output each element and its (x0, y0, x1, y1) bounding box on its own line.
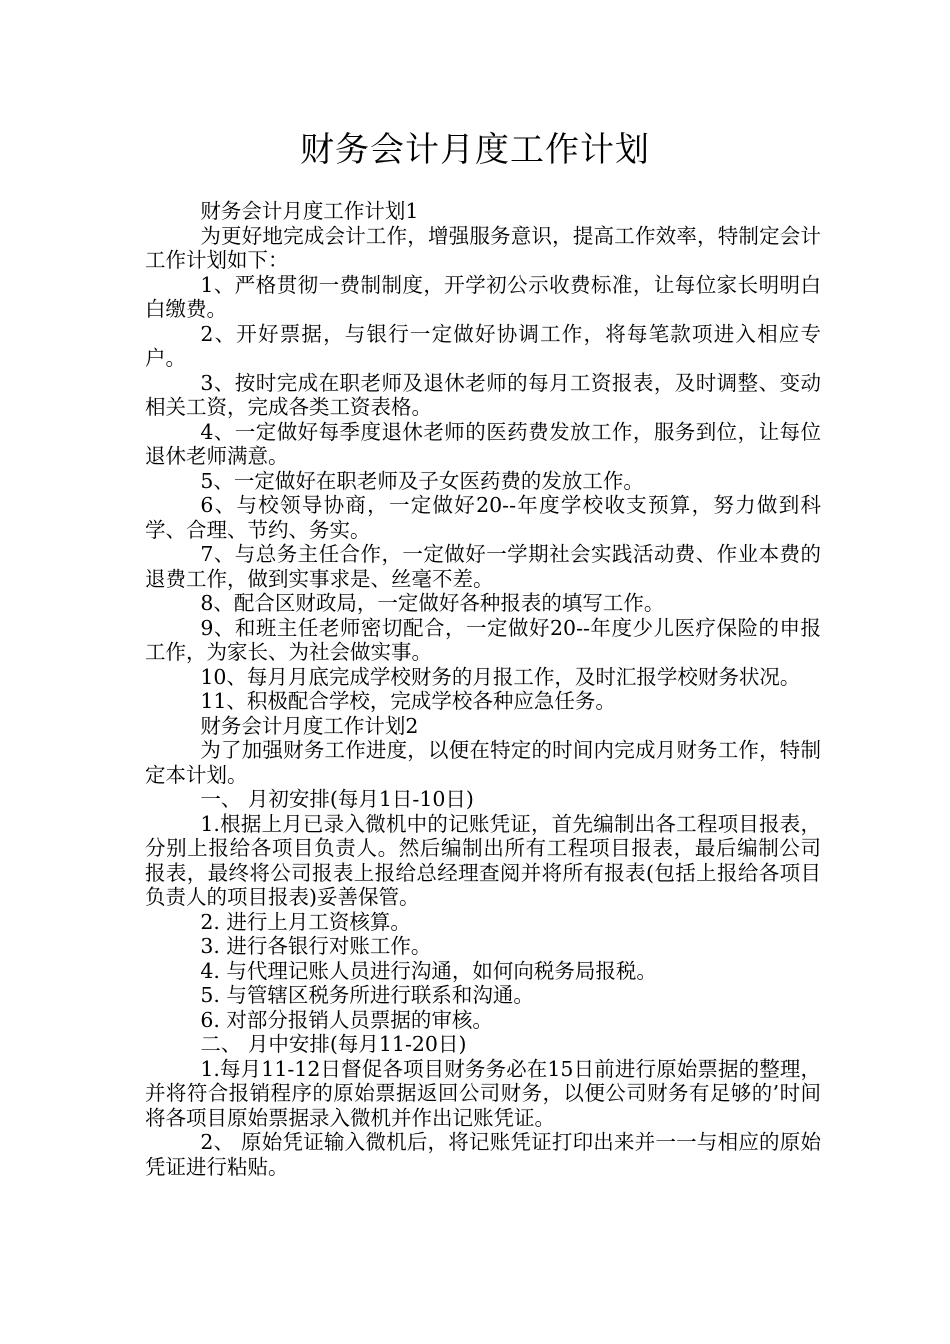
paragraph-plan1-item10: 10、每月月底完成学校财务的月报工作，及时汇报学校财务状况。 (200, 664, 801, 689)
paragraph-month-start-item4: 4. 与代理记账人员进行沟通，如何向税务局报税。 (200, 958, 657, 983)
paragraph-plan1-heading: 财务会计月度工作计划1 (200, 199, 419, 223)
paragraph-plan1-item7: 7、与总务主任合作，一定做好一学期社会实践活动费、作业本费的退费工作，做到实事求是、丝毫不差。 (145, 542, 821, 591)
paragraph-plan1-item5: 5、一定做好在职老师及子女医药费的发放工作。 (200, 468, 644, 493)
paragraph-plan1-item4: 4、一定做好每季度退休老师的医药费发放工作，服务到位，让每位退休老师满意。 (145, 419, 821, 468)
paragraph-plan1-item3: 3、按时完成在职老师及退休老师的每月工资报表，及时调整、变动相关工资，完成各类工资表格。 (145, 370, 821, 419)
document-title: 财务会计月度工作计划 (300, 130, 650, 170)
paragraph-plan1-intro: 为更好地完成会计工作，增强服务意识，提高工作效率，特制定会计工作计划如下： (145, 223, 821, 272)
paragraph-month-start-item2: 2. 进行上月工资核算。 (200, 909, 411, 934)
paragraph-month-start-item1: 1.根据上月已录入微机中的记账凭证，首先编制出各工程项目报表，分别上报给各项目负责人。然后编制出所有工程项目报表，最后编制公司报表，最终将公司报表上报给总经理查阅并将所有报表(包括上报给各项目负责人的项目报表)妥善保管。 (145, 811, 821, 909)
paragraph-month-start-item6: 6. 对部分报销人员票据的审核。 (200, 1007, 493, 1032)
paragraph-month-start-item3: 3. 进行各银行对账工作。 (200, 934, 432, 958)
paragraph-plan1-item2: 2、开好票据，与银行一定做好协调工作，将每笔款项进入相应专户。 (145, 321, 821, 370)
paragraph-plan2-heading: 财务会计月度工作计划2 (200, 713, 419, 738)
paragraph-plan2-intro: 为了加强财务工作进度，以便在特定的时间内完成月财务工作，特制定本计划。 (145, 738, 821, 787)
paragraph-plan1-item9: 9、和班主任老师密切配合，一定做好20--年度少儿医疗保险的申报工作，为家长、为社会做实事。 (145, 615, 821, 664)
section-heading-month-start: 一、 月初安排(每月1日-10日) (200, 787, 474, 811)
paragraph-month-start-item5: 5. 与管辖区税务所进行联系和沟通。 (200, 983, 534, 1007)
paragraph-plan1-item8: 8、配合区财政局，一定做好各种报表的填写工作。 (200, 591, 665, 615)
paragraph-plan1-item11: 11、积极配合学校，完成学校各种应急任务。 (200, 689, 616, 713)
document-body (145, 199, 821, 1179)
paragraph-plan1-item1: 1、严格贯彻一费制制度，开学初公示收费标准，让每位家长明明白白缴费。 (145, 272, 821, 321)
paragraph-plan1-item6: 6、与校领导协商，一定做好20--年度学校收支预算，努力做到科学、合理、节约、务实。 (145, 493, 821, 542)
paragraph-mid-month-item1: 1.每月11-12日督促各项目财务务必在15日前进行原始票据的整理，并将符合报销程序的原始票据返回公司财务，以便公司财务有足够的’时间将各项目原始票据录入微机并作出记账凭证。 (145, 1056, 821, 1130)
section-heading-mid-month: 二、 月中安排(每月11-20日) (200, 1032, 467, 1056)
paragraph-mid-month-item2: 2、 原始凭证输入微机后，将记账凭证打印出来并一一与相应的原始凭证进行粘贴。 (145, 1130, 821, 1179)
